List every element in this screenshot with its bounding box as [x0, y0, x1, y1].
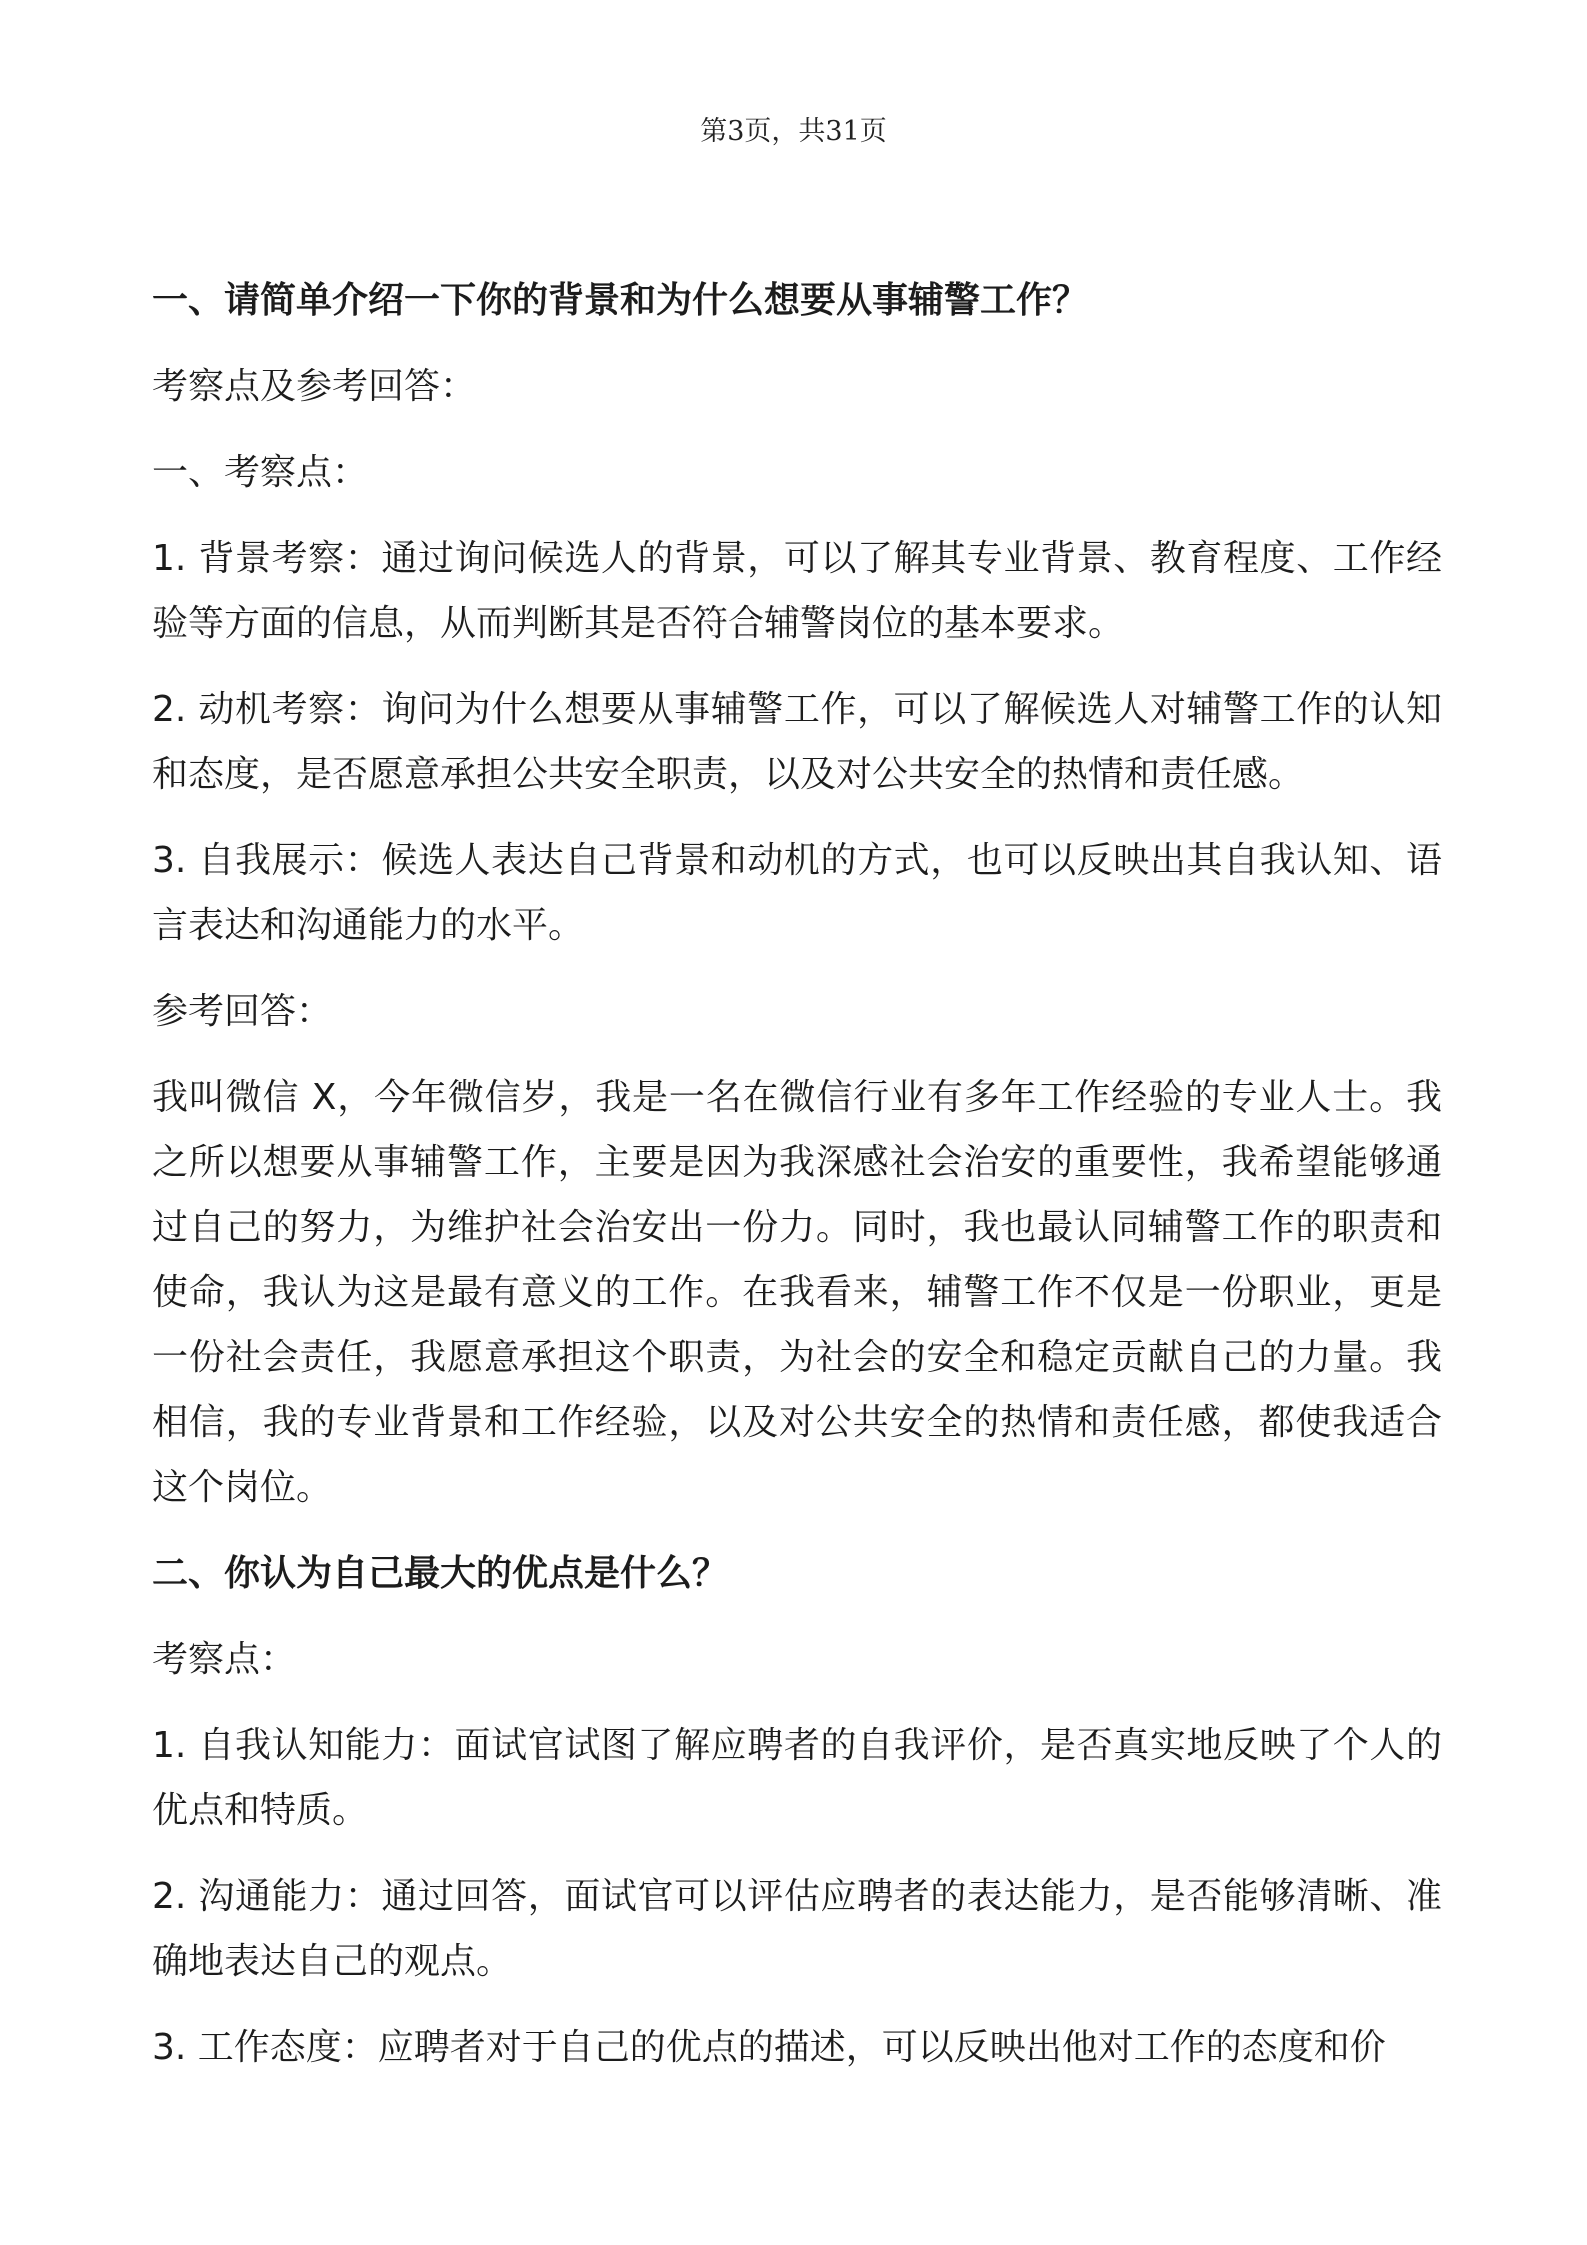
paragraph: 参考回答：	[152, 991, 333, 1032]
page-number: 第3页，共31页	[700, 116, 887, 147]
paragraph: 1. 自我认知能力：面试官试图了解应聘者的自我评价，是否真实地反映了个人的优点和特质。	[152, 1725, 1442, 1831]
section-heading-1: 一、请简单介绍一下你的背景和为什么想要从事辅警工作？	[152, 280, 1089, 321]
paragraph: 2. 动机考察：询问为什么想要从事辅警工作，可以了解候选人对辅警工作的认知和态度，是否愿意承担公共安全职责，以及对公共安全的热情和责任感。	[152, 689, 1442, 795]
document-body	[152, 268, 1442, 2101]
paragraph: 3. 工作态度：应聘者对于自己的优点的描述，可以反映出他对工作的态度和价	[152, 2027, 1386, 2068]
paragraph: 2. 沟通能力：通过回答，面试官可以评估应聘者的表达能力，是否能够清晰、准确地表达自己的观点。	[152, 1876, 1442, 1982]
paragraph: 1. 背景考察：通过询问候选人的背景，可以了解其专业背景、教育程度、工作经验等方面的信息，从而判断其是否符合辅警岗位的基本要求。	[152, 538, 1442, 644]
paragraph: 考察点及参考回答：	[152, 366, 477, 407]
paragraph: 我叫微信 X，今年微信岁，我是一名在微信行业有多年工作经验的专业人士。我之所以想要从事辅警工作，主要是因为我深感社会治安的重要性，我希望能够通过自己的努力，为维护社会治安出一份力。同时，我也最认同辅警工作的职责和使命，我认为这是最有意义的工作。在我看来，辅警工作不仅是一份职业，更是一份社会责任，我愿意承担这个职责，为社会的安全和稳定贡献自己的力量。我相信，我的专业背景和工作经验，以及对公共安全的热情和责任感，都使我适合这个岗位。	[152, 1077, 1442, 1508]
paragraph: 考察点：	[152, 1639, 297, 1680]
section-heading-2: 二、你认为自己最大的优点是什么？	[152, 1553, 729, 1594]
paragraph: 一、考察点：	[152, 452, 369, 493]
paragraph: 3. 自我展示：候选人表达自己背景和动机的方式，也可以反映出其自我认知、语言表达和沟通能力的水平。	[152, 840, 1442, 946]
